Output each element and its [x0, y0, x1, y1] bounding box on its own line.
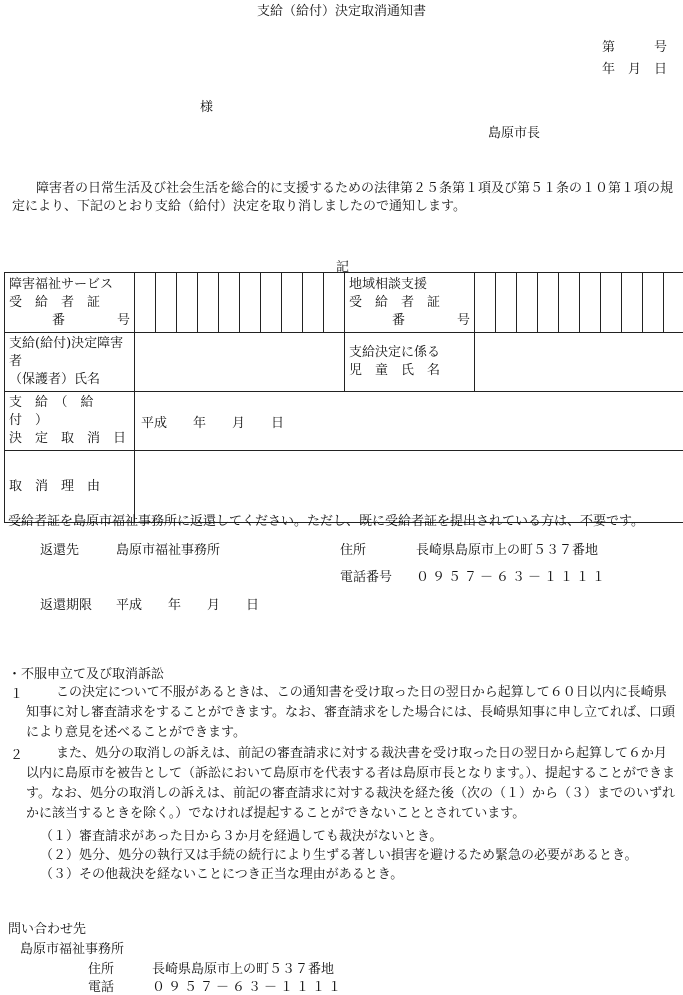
- recipient-cert-digit[interactable]: [303, 273, 324, 333]
- appeal-2-number: ２: [10, 744, 23, 763]
- address-value: 長崎県島原市上の町５３７番地: [416, 539, 598, 558]
- cancel-date-row: [5, 392, 683, 451]
- deadline-value: 平成 年 月 日: [116, 594, 259, 613]
- name-row: [5, 333, 683, 392]
- recipient-cert-digit[interactable]: [177, 273, 198, 333]
- contact-heading: 問い合わせ先: [8, 918, 86, 937]
- consult-cert-digit[interactable]: [580, 273, 601, 333]
- recipient-cert-digit[interactable]: [135, 273, 156, 333]
- consult-cert-digit[interactable]: [475, 273, 496, 333]
- return-to-value: 島原市福祉事務所: [116, 539, 220, 558]
- consult-cert-digit[interactable]: [559, 273, 580, 333]
- recipient-cert-digit[interactable]: [282, 273, 303, 333]
- consult-cert-digit[interactable]: [496, 273, 517, 333]
- consult-cert-digit[interactable]: [622, 273, 643, 333]
- consult-cert-digit[interactable]: [601, 273, 622, 333]
- recipient-cert-digit[interactable]: [324, 273, 345, 333]
- return-to-label: 返還先: [40, 539, 79, 558]
- document-date: 年 月 日: [602, 58, 667, 77]
- label-line: （保護者）氏名: [9, 371, 130, 389]
- label-line: 番 号: [349, 312, 470, 330]
- appeal-item-1: （１）審査請求があった日から３か月を経過しても裁決がないとき。: [40, 825, 442, 844]
- label-line: 受 給 者 証: [9, 294, 130, 312]
- appeal-2-text: また、処分の取消しの訴えは、前記の審査請求に対する裁決書を受け取った日の翌日から起算して６か月以内に島原市を被告として（訴訟において島原市を代表する者は島原市長となります。）、提起することができます。なお、処分の取消しの訴えは、前記の審査請求に対する裁決を経た後（次の（１）から（３）までのいずれかに該当するときを除く。）でなければ提起することができないこととされています。: [26, 744, 676, 824]
- consult-cert-digit[interactable]: [517, 273, 538, 333]
- contact-address-value: 長崎県島原市上の町５３７番地: [152, 958, 334, 977]
- phone-value: ０９５７－６３－１１１１: [416, 566, 608, 585]
- label-line: 決 定 取 消 日: [9, 430, 130, 448]
- decision-person-label: [5, 333, 135, 392]
- label-line: 地域相談支援: [349, 276, 470, 294]
- appeal-item-2: （２）処分、処分の執行又は手続の続行により生ずる著しい損害を避けるため緊急の必要があるとき。: [40, 844, 637, 863]
- appeal-item-3: （３）その他裁決を経ないことにつき正当な理由があるとき。: [40, 863, 403, 882]
- cancel-date-field[interactable]: 平成 年 月 日: [135, 392, 683, 451]
- label-line: 支給決定に係る: [349, 344, 470, 362]
- child-name-field[interactable]: [475, 333, 683, 392]
- certificate-number-row: [5, 273, 683, 333]
- appeal-1-number: １: [10, 683, 23, 702]
- ki-heading: 記: [336, 256, 349, 275]
- document-title: 支給（給付）決定取消通知書: [0, 0, 683, 19]
- return-note: 受給者証を島原市福祉事務所に返還してください。ただし、既に受給者証を提出されている方は、不要です。: [8, 510, 644, 529]
- consult-cert-digit[interactable]: [664, 273, 683, 333]
- phone-label: 電話番号: [340, 566, 392, 585]
- label-line: 支 給 （ 給 付 ）: [9, 394, 130, 430]
- label-line: 支給(給付)決定障害者: [9, 335, 130, 371]
- issuer-name: 島原市長: [488, 122, 540, 141]
- label-line: 受 給 者 証: [349, 294, 470, 312]
- recipient-cert-digit[interactable]: [156, 273, 177, 333]
- cancel-date-label: [5, 392, 135, 451]
- reason-label: 取 消 理 由: [5, 451, 135, 523]
- intro-paragraph: 障害者の日常生活及び社会生活を総合的に支援するための法律第２５条第１項及び第５１条の１０第１項の規定により、下記のとおり支給（給付）決定を取り消しましたので通知します。: [12, 180, 674, 216]
- appeal-heading: ・不服申立て及び取消訴訟: [8, 663, 164, 682]
- contact-phone-label: 電話: [88, 976, 114, 995]
- child-name-label: [345, 333, 475, 392]
- recipient-cert-digit[interactable]: [219, 273, 240, 333]
- deadline-label: 返還期限: [40, 594, 92, 613]
- label-line: 障害福祉サービス: [9, 276, 130, 294]
- recipient-cert-digit[interactable]: [261, 273, 282, 333]
- cancellation-form-table: [4, 272, 683, 523]
- address-label: 住所: [340, 539, 366, 558]
- label-line: 番 号: [9, 312, 130, 330]
- consult-cert-digit[interactable]: [538, 273, 559, 333]
- label-line: 児 童 氏 名: [349, 362, 470, 380]
- consult-cert-label: [345, 273, 475, 333]
- recipient-cert-digit[interactable]: [240, 273, 261, 333]
- contact-office: 島原市福祉事務所: [20, 938, 124, 957]
- recipient-cert-digit[interactable]: [198, 273, 219, 333]
- addressee-suffix: 様: [200, 96, 213, 115]
- document-number: 第 号: [602, 36, 667, 55]
- appeal-1-text: この決定について不服があるときは、この通知書を受け取った日の翌日から起算して６０日以内に長崎県知事に対し審査請求をすることができます。なお、審査請求をした場合には、長崎県知事に申し立てれば、口頭により意見を述べることができます。: [26, 683, 676, 743]
- contact-phone-value: ０９５７－６３－１１１１: [152, 976, 344, 995]
- contact-address-label: 住所: [88, 958, 114, 977]
- recipient-cert-label: [5, 273, 135, 333]
- consult-cert-digit[interactable]: [643, 273, 664, 333]
- decision-person-name-field[interactable]: [135, 333, 345, 392]
